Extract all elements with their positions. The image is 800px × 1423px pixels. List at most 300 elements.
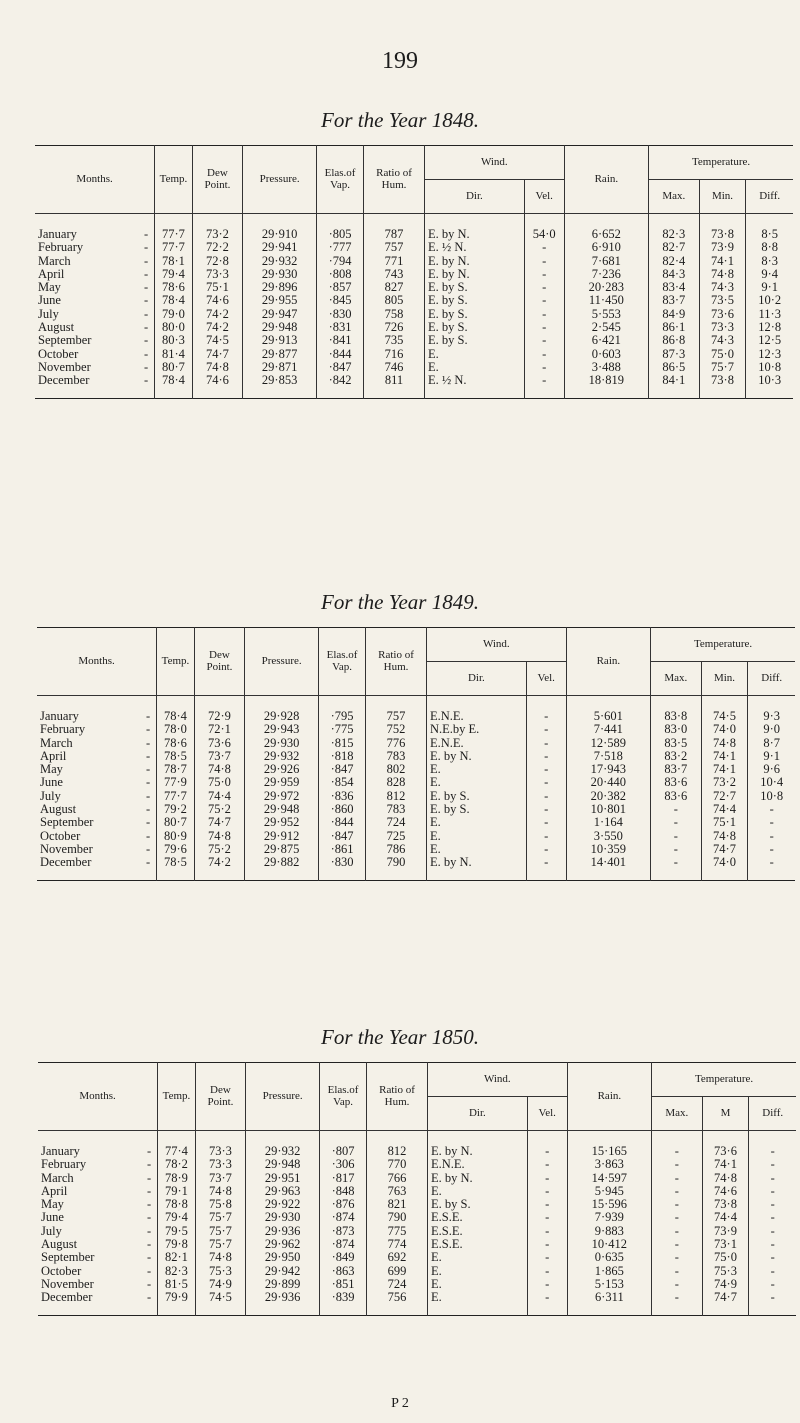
dew-cell: 74·8 xyxy=(194,763,244,776)
diff-cell: - xyxy=(770,1198,775,1212)
ratio-cell: 758 xyxy=(364,308,425,321)
diff-cell: - xyxy=(770,1158,775,1172)
header-diff: Diff. xyxy=(749,1097,796,1131)
ratio-cell: 821 xyxy=(367,1198,428,1211)
header-pressure: Pressure. xyxy=(245,628,319,696)
vel-cell: - xyxy=(527,1185,567,1198)
header-elas-vap: Elas.of Vap. xyxy=(319,628,366,696)
diff-cell: 12·8 xyxy=(758,321,782,335)
dew-cell: 75·2 xyxy=(194,803,244,816)
pressure-cell: 29·943 xyxy=(245,723,319,736)
leader-dash: - xyxy=(144,281,149,295)
month-name: July xyxy=(40,789,61,803)
rain-cell: 10·359 xyxy=(566,843,650,856)
vel-cell: - xyxy=(526,790,566,803)
rain-cell: 6·311 xyxy=(567,1291,651,1315)
dew-cell: 74·4 xyxy=(194,790,244,803)
month-name: February xyxy=(41,1158,87,1172)
rain-cell: 0·603 xyxy=(564,348,648,361)
pressure-cell: 29·942 xyxy=(246,1265,320,1278)
leader-dash: - xyxy=(144,321,149,335)
min-cell: 73·8 xyxy=(699,214,746,242)
dew-cell: 75·8 xyxy=(195,1198,245,1211)
table-row xyxy=(38,1238,796,1251)
temp-cell: 78·1 xyxy=(155,255,193,268)
page-footer: P 2 xyxy=(391,1396,409,1411)
max-cell: 83·7 xyxy=(651,763,701,776)
dir-cell: E. by S. xyxy=(425,334,525,347)
ratio-cell: 756 xyxy=(367,1291,428,1315)
ratio-cell: 770 xyxy=(367,1158,428,1171)
diff-cell: - xyxy=(770,1184,775,1198)
leader-dash: - xyxy=(146,749,151,763)
diff-cell: - xyxy=(770,1171,775,1185)
pressure-cell: 29·948 xyxy=(245,803,319,816)
vel-cell: - xyxy=(526,816,566,829)
header-rain: Rain. xyxy=(564,146,648,214)
dew-cell: 74·8 xyxy=(195,1251,245,1264)
elas-cell: ·863 xyxy=(320,1265,367,1278)
max-cell: 84·1 xyxy=(649,374,699,398)
max-cell: - xyxy=(652,1185,702,1198)
table-row xyxy=(37,790,795,803)
vel-cell: - xyxy=(527,1278,567,1291)
min-cell: 74·1 xyxy=(701,763,748,776)
diff-cell: 10·2 xyxy=(758,294,782,308)
header-months: Months. xyxy=(37,628,157,696)
dir-cell: E. ½ N. xyxy=(425,241,525,254)
diff-cell: 9·4 xyxy=(761,267,779,281)
rain-cell: 1·865 xyxy=(567,1265,651,1278)
rain-cell: 15·596 xyxy=(567,1198,651,1211)
rain-cell: 7·518 xyxy=(566,750,650,763)
diff-cell: - xyxy=(770,1251,775,1265)
dew-cell: 74·5 xyxy=(192,334,242,347)
dir-cell: E. xyxy=(428,1251,528,1264)
month-cell xyxy=(37,803,157,816)
pressure-cell: 29·930 xyxy=(243,268,317,281)
header-wind: Wind. xyxy=(427,628,567,662)
min-cell: 73·8 xyxy=(702,1198,749,1211)
pressure-cell: 29·947 xyxy=(243,308,317,321)
ratio-cell: 783 xyxy=(366,803,427,816)
rain-cell: 12·589 xyxy=(566,737,650,750)
vel-cell: - xyxy=(527,1198,567,1211)
leader-dash: - xyxy=(146,829,151,843)
min-cell: 73·9 xyxy=(702,1225,749,1238)
rain-cell: 5·553 xyxy=(564,308,648,321)
leader-dash: - xyxy=(144,241,149,255)
temp-cell: 77·7 xyxy=(155,214,193,242)
diff-cell: 11·3 xyxy=(758,307,781,321)
table-row xyxy=(38,1251,796,1264)
min-cell: 74·1 xyxy=(701,750,748,763)
temp-cell: 80·3 xyxy=(155,334,193,347)
header-diff: Diff. xyxy=(748,662,795,696)
table-row xyxy=(37,763,795,776)
table-row xyxy=(38,1291,796,1315)
min-cell: 74·1 xyxy=(702,1158,749,1171)
rain-cell: 14·597 xyxy=(567,1172,651,1185)
header-temp: Temp. xyxy=(157,628,195,696)
vel-cell: - xyxy=(527,1211,567,1224)
min-cell: 73·1 xyxy=(702,1238,749,1251)
max-cell: - xyxy=(652,1278,702,1291)
temp-cell: 77·4 xyxy=(158,1131,196,1159)
dew-cell: 75·7 xyxy=(195,1225,245,1238)
header-vel: Vel. xyxy=(524,180,564,214)
leader-dash: - xyxy=(146,856,151,870)
rain-cell: 6·910 xyxy=(564,241,648,254)
temp-cell: 78·2 xyxy=(158,1158,196,1171)
min-cell: 74·6 xyxy=(702,1185,749,1198)
rain-cell: 7·939 xyxy=(567,1211,651,1224)
leader-dash: - xyxy=(147,1171,152,1185)
max-cell: 84·9 xyxy=(649,308,699,321)
temp-cell: 78·6 xyxy=(157,737,195,750)
max-cell: - xyxy=(652,1158,702,1171)
elas-cell: ·830 xyxy=(319,856,366,880)
temp-cell: 77·9 xyxy=(157,776,195,789)
leader-dash: - xyxy=(144,294,149,308)
vel-cell: - xyxy=(526,803,566,816)
ratio-cell: 771 xyxy=(364,255,425,268)
vel-cell: - xyxy=(524,255,564,268)
dir-cell: E. by N. xyxy=(427,856,527,880)
rain-cell: 14·401 xyxy=(566,856,650,880)
rain-cell: 15·165 xyxy=(567,1131,651,1159)
vel-cell: - xyxy=(524,268,564,281)
max-cell: 86·8 xyxy=(649,334,699,347)
min-cell: 74·8 xyxy=(701,737,748,750)
dir-cell: E. ½ N. xyxy=(425,374,525,398)
max-cell: - xyxy=(651,843,701,856)
vel-cell: - xyxy=(527,1251,567,1264)
temp-cell: 78·4 xyxy=(157,696,195,724)
header-ratio-hum: Ratio of Hum. xyxy=(367,1063,428,1131)
month-cell xyxy=(37,790,157,803)
elas-cell: ·876 xyxy=(320,1198,367,1211)
dir-cell: E. by S. xyxy=(427,790,527,803)
header-dew-point: Dew Point. xyxy=(192,146,242,214)
temp-cell: 79·5 xyxy=(158,1225,196,1238)
ratio-cell: 790 xyxy=(367,1211,428,1224)
temp-cell: 80·7 xyxy=(157,816,195,829)
max-cell: - xyxy=(652,1291,702,1315)
min-cell: 73·6 xyxy=(702,1131,749,1159)
header-dir: Dir. xyxy=(425,180,525,214)
dew-cell: 75·3 xyxy=(195,1265,245,1278)
max-cell: - xyxy=(651,830,701,843)
diff-cell: - xyxy=(770,1264,775,1278)
table-row xyxy=(37,843,795,856)
month-name: November xyxy=(38,360,91,374)
month-cell xyxy=(35,361,155,374)
pressure-cell: 29·877 xyxy=(243,348,317,361)
month-cell xyxy=(35,374,155,398)
month-name: January xyxy=(38,227,77,241)
month-name: July xyxy=(41,1224,62,1238)
header-months: Months. xyxy=(38,1063,158,1131)
dir-cell: E. by S. xyxy=(425,281,525,294)
month-name: February xyxy=(38,241,84,255)
vel-cell: - xyxy=(524,334,564,347)
pressure-cell: 29·951 xyxy=(246,1172,320,1185)
header-months: Months. xyxy=(35,146,155,214)
header-pressure: Pressure. xyxy=(246,1063,320,1131)
dew-cell: 75·7 xyxy=(195,1211,245,1224)
ratio-cell: 812 xyxy=(367,1131,428,1159)
max-cell: - xyxy=(652,1198,702,1211)
temp-cell: 80·9 xyxy=(157,830,195,843)
header-min: Min. xyxy=(699,180,746,214)
pressure-cell: 29·972 xyxy=(245,790,319,803)
dew-cell: 73·3 xyxy=(195,1131,245,1159)
dir-cell: E. by S. xyxy=(427,803,527,816)
month-cell xyxy=(37,856,157,880)
temp-cell: 77·7 xyxy=(155,241,193,254)
leader-dash: - xyxy=(146,816,151,830)
header-wind: Wind. xyxy=(428,1063,568,1097)
max-cell: 86·1 xyxy=(649,321,699,334)
elas-cell: ·830 xyxy=(317,308,364,321)
month-name: October xyxy=(41,1264,82,1278)
min-cell: 72·7 xyxy=(701,790,748,803)
rain-cell: 6·421 xyxy=(564,334,648,347)
vel-cell: - xyxy=(527,1291,567,1315)
dew-cell: 74·2 xyxy=(194,856,244,880)
min-cell: 74·4 xyxy=(702,1211,749,1224)
month-name: April xyxy=(41,1184,68,1198)
elas-cell: ·845 xyxy=(317,294,364,307)
table-row xyxy=(35,268,793,281)
vel-cell: - xyxy=(526,856,566,880)
leader-dash: - xyxy=(147,1238,152,1252)
elas-cell: ·847 xyxy=(319,830,366,843)
month-cell xyxy=(38,1225,158,1238)
elas-cell: ·777 xyxy=(317,241,364,254)
pressure-cell: 29·913 xyxy=(243,334,317,347)
leader-dash: - xyxy=(147,1198,152,1212)
month-cell xyxy=(38,1211,158,1224)
rain-cell: 5·945 xyxy=(567,1185,651,1198)
max-cell: 83·7 xyxy=(649,294,699,307)
pressure-cell: 29·952 xyxy=(245,816,319,829)
table-row xyxy=(35,334,793,347)
temp-cell: 79·4 xyxy=(158,1211,196,1224)
header-temperature: Temperature. xyxy=(649,146,793,180)
vel-cell: - xyxy=(524,281,564,294)
diff-cell: 9·1 xyxy=(763,749,781,763)
pressure-cell: 29·853 xyxy=(243,374,317,398)
elas-cell: ·854 xyxy=(319,776,366,789)
header-min: M xyxy=(702,1097,749,1131)
diff-cell: - xyxy=(770,1211,775,1225)
max-cell: - xyxy=(651,856,701,880)
table-row xyxy=(35,294,793,307)
weather-table xyxy=(38,1062,796,1316)
leader-dash: - xyxy=(146,803,151,817)
month-name: April xyxy=(38,267,65,281)
month-name: August xyxy=(40,803,77,817)
temp-cell: 78·4 xyxy=(155,374,193,398)
elas-cell: ·847 xyxy=(319,763,366,776)
vel-cell: - xyxy=(526,763,566,776)
dir-cell: E.S.E. xyxy=(428,1211,528,1224)
month-cell xyxy=(37,696,157,724)
header-ratio-hum: Ratio of Hum. xyxy=(366,628,427,696)
header-temp: Temp. xyxy=(158,1063,196,1131)
temp-cell: 79·8 xyxy=(158,1238,196,1251)
leader-dash: - xyxy=(147,1264,152,1278)
max-cell: 84·3 xyxy=(649,268,699,281)
max-cell: 86·5 xyxy=(649,361,699,374)
diff-cell: 9·1 xyxy=(761,281,779,295)
header-elas-vap: Elas.of Vap. xyxy=(320,1063,367,1131)
section-title: For the Year 1850. xyxy=(321,1025,479,1049)
dew-cell: 75·1 xyxy=(192,281,242,294)
table-row xyxy=(38,1131,796,1159)
vel-cell: - xyxy=(527,1131,567,1159)
temp-cell: 79·1 xyxy=(158,1185,196,1198)
month-name: August xyxy=(41,1238,78,1252)
month-name: October xyxy=(40,829,81,843)
vel-cell: - xyxy=(526,750,566,763)
pressure-cell: 29·936 xyxy=(246,1291,320,1315)
table-row xyxy=(37,803,795,816)
table-row xyxy=(38,1278,796,1291)
min-cell: 74·7 xyxy=(702,1291,749,1315)
leader-dash: - xyxy=(146,789,151,803)
diff-cell: - xyxy=(769,856,774,870)
header-ratio-hum: Ratio of Hum. xyxy=(364,146,425,214)
pressure-cell: 29·922 xyxy=(246,1198,320,1211)
ratio-cell: 724 xyxy=(367,1278,428,1291)
dew-cell: 74·2 xyxy=(192,308,242,321)
rain-cell: 17·943 xyxy=(566,763,650,776)
month-name: July xyxy=(38,307,59,321)
rain-cell: 10·412 xyxy=(567,1238,651,1251)
pressure-cell: 29·926 xyxy=(245,763,319,776)
diff-cell: 8·3 xyxy=(761,254,779,268)
temp-cell: 78·9 xyxy=(158,1172,196,1185)
vel-cell: - xyxy=(526,723,566,736)
month-cell xyxy=(35,255,155,268)
header-temperature: Temperature. xyxy=(651,628,795,662)
month-name: August xyxy=(38,321,75,335)
dir-cell: E. by S. xyxy=(425,294,525,307)
temp-cell: 78·4 xyxy=(155,294,193,307)
vel-cell: - xyxy=(527,1172,567,1185)
dir-cell: N.E.by E. xyxy=(427,723,527,736)
pressure-cell: 29·928 xyxy=(245,696,319,724)
table-row xyxy=(37,816,795,829)
min-cell: 75·0 xyxy=(699,348,746,361)
dew-cell: 72·2 xyxy=(192,241,242,254)
min-cell: 75·0 xyxy=(702,1251,749,1264)
month-cell xyxy=(38,1291,158,1315)
ratio-cell: 726 xyxy=(364,321,425,334)
elas-cell: ·817 xyxy=(320,1172,367,1185)
max-cell: 82·3 xyxy=(649,214,699,242)
elas-cell: ·861 xyxy=(319,843,366,856)
month-cell xyxy=(37,816,157,829)
temp-cell: 79·6 xyxy=(157,843,195,856)
month-cell xyxy=(37,723,157,736)
elas-cell: ·775 xyxy=(319,723,366,736)
elas-cell: ·794 xyxy=(317,255,364,268)
min-cell: 74·0 xyxy=(701,723,748,736)
rain-cell: 10·801 xyxy=(566,803,650,816)
elas-cell: ·815 xyxy=(319,737,366,750)
dew-cell: 75·7 xyxy=(195,1238,245,1251)
table-row xyxy=(38,1185,796,1198)
month-name: May xyxy=(41,1198,64,1212)
leader-dash: - xyxy=(146,842,151,856)
diff-cell: 12·3 xyxy=(758,347,782,361)
dir-cell: E. by N. xyxy=(428,1172,528,1185)
max-cell: 83·8 xyxy=(651,696,701,724)
vel-cell: - xyxy=(526,830,566,843)
header-max: Max. xyxy=(649,180,699,214)
leader-dash: - xyxy=(147,1251,152,1265)
diff-cell: - xyxy=(770,1291,775,1305)
min-cell: 73·5 xyxy=(699,294,746,307)
section-title: For the Year 1848. xyxy=(321,108,479,132)
vel-cell: - xyxy=(527,1158,567,1171)
dew-cell: 74·7 xyxy=(194,816,244,829)
header-wind: Wind. xyxy=(425,146,565,180)
ratio-cell: 692 xyxy=(367,1251,428,1264)
header-dew-point: Dew Point. xyxy=(195,1063,245,1131)
dir-cell: E. xyxy=(427,776,527,789)
elas-cell: ·805 xyxy=(317,214,364,242)
temp-cell: 78·5 xyxy=(157,750,195,763)
dew-cell: 73·3 xyxy=(192,268,242,281)
min-cell: 73·9 xyxy=(699,241,746,254)
month-name: November xyxy=(40,842,93,856)
rain-cell: 0·635 xyxy=(567,1251,651,1264)
ratio-cell: 827 xyxy=(364,281,425,294)
rain-cell: 9·883 xyxy=(567,1225,651,1238)
min-cell: 73·6 xyxy=(699,308,746,321)
temp-cell: 79·4 xyxy=(155,268,193,281)
diff-cell: - xyxy=(769,842,774,856)
leader-dash: - xyxy=(147,1291,152,1305)
dir-cell: E. xyxy=(427,830,527,843)
dew-cell: 74·2 xyxy=(192,321,242,334)
dir-cell: E. xyxy=(428,1185,528,1198)
rain-cell: 7·681 xyxy=(564,255,648,268)
month-cell xyxy=(38,1172,158,1185)
month-name: May xyxy=(40,763,63,777)
diff-cell: - xyxy=(769,803,774,817)
dir-cell: E.N.E. xyxy=(427,737,527,750)
max-cell: - xyxy=(651,816,701,829)
dew-cell: 72·9 xyxy=(194,696,244,724)
ratio-cell: 716 xyxy=(364,348,425,361)
ratio-cell: 757 xyxy=(366,696,427,724)
rain-cell: 6·652 xyxy=(564,214,648,242)
month-name: April xyxy=(40,749,67,763)
dir-cell: E. by S. xyxy=(425,308,525,321)
month-cell xyxy=(38,1251,158,1264)
max-cell: 87·3 xyxy=(649,348,699,361)
dew-cell: 74·7 xyxy=(192,348,242,361)
elas-cell: ·874 xyxy=(320,1211,367,1224)
dir-cell: E. xyxy=(428,1291,528,1315)
ratio-cell: 774 xyxy=(367,1238,428,1251)
